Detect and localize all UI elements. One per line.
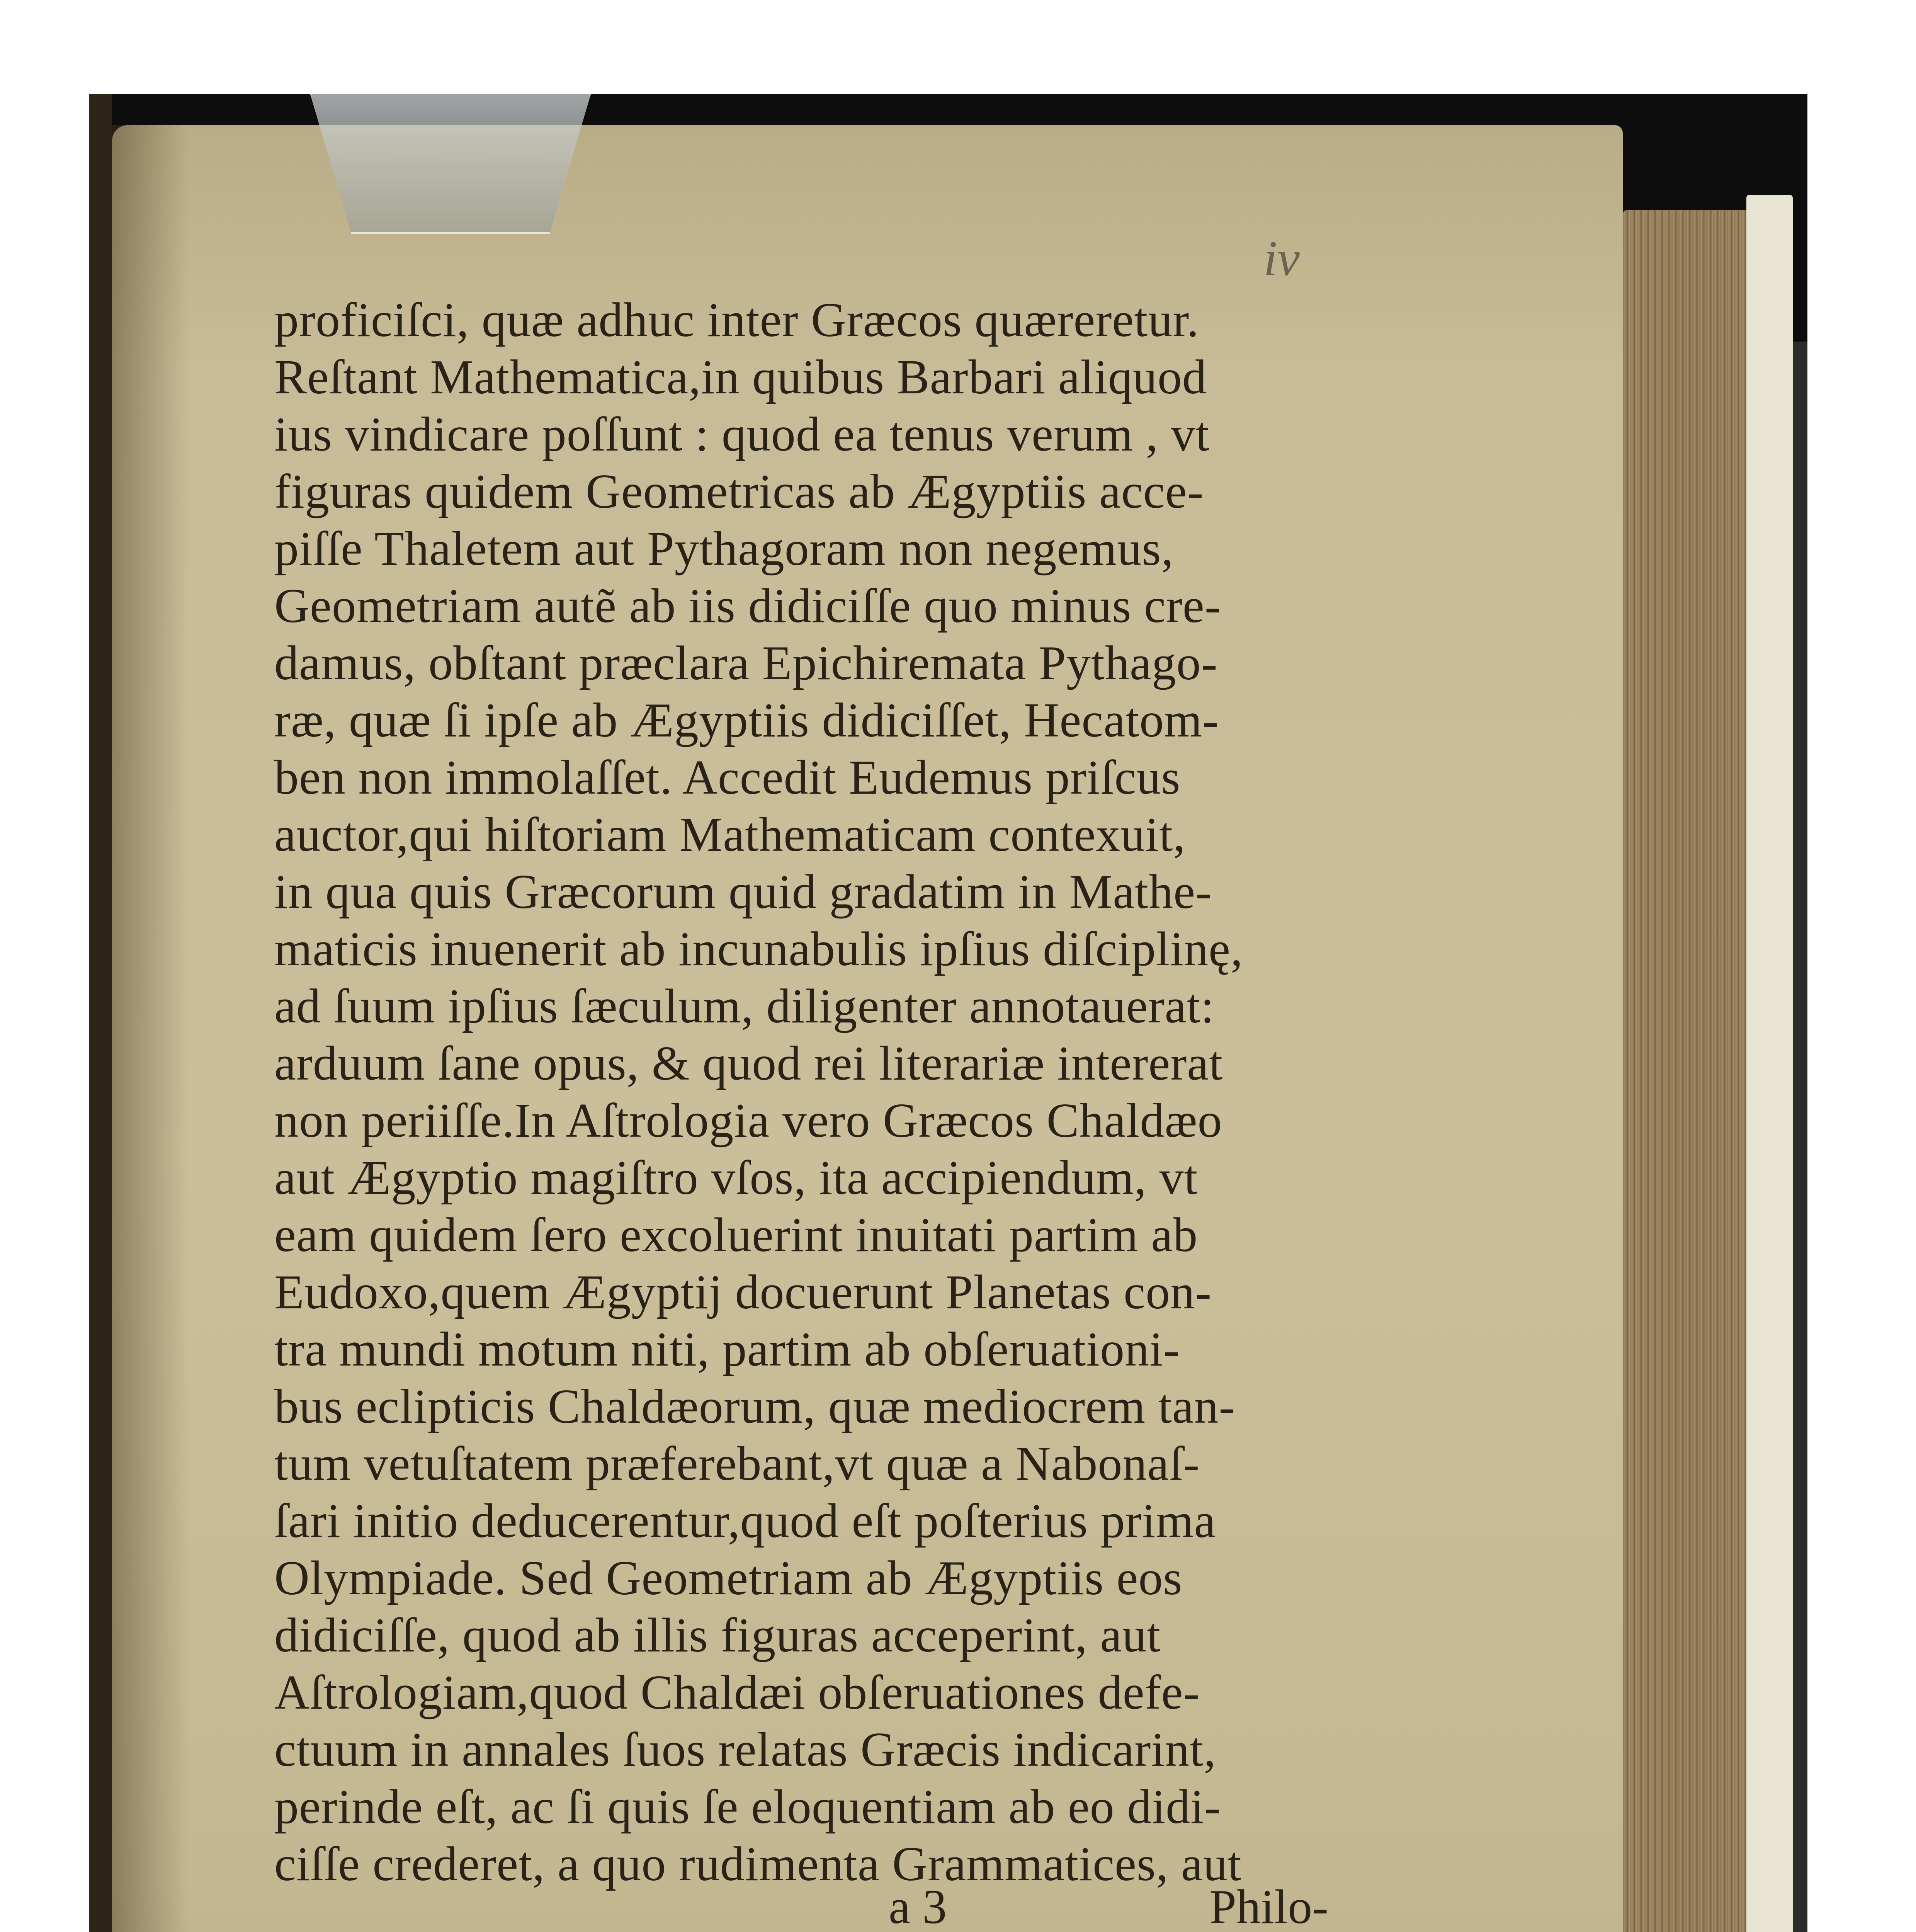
text-line: eam quidem ſero excoluerint inuitati partim ab (274, 1208, 1198, 1262)
text-line: ius vindicare poſſunt : quod ea tenus verum , vt (274, 408, 1210, 461)
folio-mark: iv (1263, 231, 1300, 286)
book-stand (1793, 342, 1807, 1932)
text-line: tum vetuſtatem præferebant,vt quæ a Nabonaſ- (274, 1437, 1200, 1491)
text-line: perinde eſt, ac ſi quis ſe eloquentiam ab eo didi- (274, 1780, 1221, 1834)
text-line: ræ, quæ ſi ipſe ab Ægyptiis didiciſſet, Hecatom- (274, 694, 1219, 747)
text-line: ciſſe crederet, a quo rudimenta Grammatices, aut (274, 1837, 1242, 1891)
text-line: in qua quis Græcorum quid gradatim in Mathe- (274, 865, 1212, 919)
gutter-shadow (112, 125, 189, 1932)
text-line: aut Ægyptio magiſtro vſos, ita accipiendum, vt (274, 1151, 1198, 1205)
text-line: ctuum in annales ſuos relatas Græcis indicarint, (274, 1723, 1216, 1777)
page-stack-edge (1623, 210, 1750, 1932)
scan-image (89, 94, 1807, 1932)
text-line: arduum ſane opus, & quod rei literariæ intererat (274, 1037, 1223, 1090)
text-line: Reſtant Mathematica,in quibus Barbari aliquod (274, 350, 1207, 404)
text-line: ad ſuum ipſius ſæculum, diligenter annotauerat: (274, 980, 1215, 1033)
facing-page-edge (89, 94, 112, 1932)
text-line: tra mundi motum niti, partim ab obſeruationi- (274, 1323, 1180, 1376)
book-cover-board (1746, 195, 1793, 1932)
text-line: bus eclipticis Chaldæorum, quæ mediocrem tan- (274, 1380, 1236, 1434)
text-line: auctor,qui hiſtoriam Mathematicam contexuit, (274, 808, 1186, 862)
text-line: ſari initio deducerentur,quod eſt poſterius prima (274, 1494, 1216, 1548)
text-line: Olympiade. Sed Geometriam ab Ægyptiis eos (274, 1551, 1183, 1605)
text-line: Geometriam autẽ ab iis didiciſſe quo minus cre- (274, 579, 1221, 633)
text-line: maticis inuenerit ab incunabulis ipſius diſciplinę, (274, 922, 1243, 976)
text-line: Aſtrologiam,quod Chaldæi obſeruationes defe- (274, 1666, 1200, 1719)
top-page-clip (309, 94, 592, 234)
text-line: non periiſſe.In Aſtrologia vero Græcos Chaldæo (274, 1094, 1222, 1148)
signature-mark: a 3 (889, 1880, 947, 1932)
text-line: Eudoxo,quem Ægyptij docuerunt Planetas con- (274, 1265, 1212, 1319)
text-line: proficiſci, quæ adhuc inter Græcos quæreretur. (274, 293, 1199, 347)
text-line: figuras quidem Geometricas ab Ægyptiis acce- (274, 465, 1204, 519)
text-line: ben non immolaſſet. Accedit Eudemus priſcus (274, 751, 1181, 804)
catchword: Philo- (1209, 1880, 1329, 1932)
text-line: piſſe Thaletem aut Pythagoram non negemus, (274, 522, 1174, 576)
page-footer (321, 1879, 1329, 1932)
text-line: didiciſſe, quod ab illis figuras acceperint, aut (274, 1609, 1161, 1662)
text-line: damus, obſtant præclara Epichiremata Pythago- (274, 636, 1218, 690)
